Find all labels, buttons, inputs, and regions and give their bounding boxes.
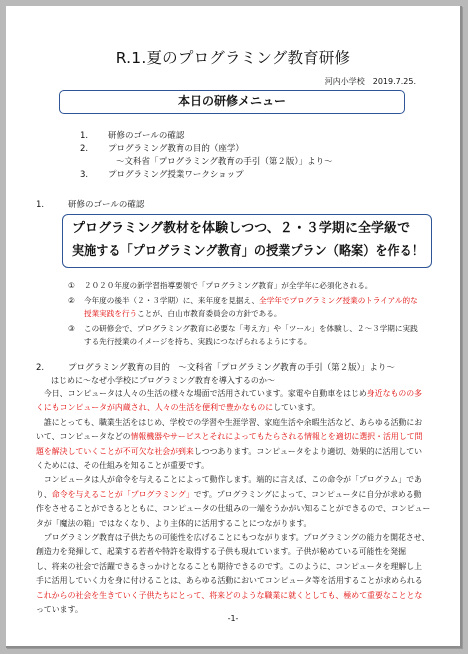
goal-list <box>68 279 418 348</box>
text-line: 作をさせることができるとともに、コンピュータの仕組みの一端をうかがい知ることができるので、コンピュー <box>36 504 431 514</box>
text-line: いて、コンピュータなどの情報機器やサービスとそれによってもたらされる情報とを適切に選択・活用して問 <box>36 432 423 442</box>
goal-box <box>62 214 432 268</box>
text-line: し、将来の社会で活躍できるきっかけとなることも期待できるのです。このように、コンピュータを理解し上 <box>36 561 423 571</box>
goal-line: 実施する「プログラミング教育」の授業プラン（略案）を作る！ <box>72 244 424 259</box>
list-item: ② 今年度の後半（２・３学期）に、来年度を見据え、全学年でプログラミング授業のトライアル的な 授業実践を行うことが、白山市教育委員会の方針である。 <box>68 296 418 318</box>
page-number: -1- <box>227 614 239 623</box>
text-line: 創造力を発揮して、起業する若者や特許を取得する子供も現れています。子供が秘めている可能性を発掘 <box>36 547 407 557</box>
agenda-item: 3. プログラミング授業ワークショップ <box>80 170 244 180</box>
body-paragraph <box>36 387 430 618</box>
text-line: 題を解決していくことが不可欠な社会が到来しつつあります。コンピュータをより適切、効果的に活用してい <box>36 446 423 456</box>
text-line: 今日、コンピュータは人々の生活の様々な場面で活用されています。家電や自動車をはじめ身近なものの多 <box>36 389 423 398</box>
text-line: 誰にとっても、職業生活をはじめ、学校での学習や生涯学習、家庭生活や余暇生活など、あらゆる活動にお <box>36 417 423 427</box>
text-line: くためには、その仕組みを知ることが重要です。 <box>36 461 209 471</box>
text-line: 手に活用していく力を身に付けることは、あらゆる活動においてコンピュータ等を活用することが求められる <box>36 576 423 586</box>
section-2-subheading: はじめに～なぜ小学校にプログラミング教育を導入するのか～ <box>51 376 275 385</box>
text-line: り、命令を与えることが「プログラミング」です。プログラミングによって、コンピュータに自分が求める動 <box>36 489 422 499</box>
text-line: くにもコンピュータが内蔵され、人々の生活を便利で豊かなものにしています。 <box>36 403 320 413</box>
text-line: これからの社会を生きていく子供たちにとって、将来どのような職業に就くとしても、極めて重要なこととな <box>36 590 423 600</box>
list-item: ③ この研修会で、プログラミング教育に必要な「考え方」や「ツール」を体験し、２～３学期に実践 する先行授業のイメージを持ち、実践につなげられるようにする。 <box>68 324 418 346</box>
list-item: ① ２０２０年度の新学習指導要領で「プログラミング教育」が全学年に必須化される。 <box>68 281 373 290</box>
text-line: タが「魔法の箱」ではなくなり、より主体的に活用することにつながります。 <box>36 518 312 528</box>
document-page <box>6 6 462 648</box>
menu-title-box <box>59 90 405 114</box>
agenda-item: 2. プログラミング教育の目的（座学） <box>80 144 244 154</box>
text-line: っています。 <box>36 605 83 615</box>
section-1-heading: 1. 研修のゴールの確認 <box>36 200 145 210</box>
text-line: プログラミング教育は子供たちの可能性を広げることにもつながります。プログラミングの能力を開花させ、 <box>36 533 430 543</box>
page-title: R.1.夏のプログラミング教育研修 <box>115 49 351 67</box>
menu-title: 本日の研修メニュー <box>177 94 286 108</box>
agenda-item-sub: ～文科省「プログラミング教育の手引（第２版）」より～ <box>116 157 333 167</box>
text-line: コンピュータは人が命令を与えることによって動作します。端的に言えば、この命令が「プログラム」であ <box>36 475 422 485</box>
goal-line: プログラミング教材を体験しつつ、２・３学期に全学級で <box>72 221 411 236</box>
section-2-heading: 2. プログラミング教育の目的 ～文科省「プログラミング教育の手引（第２版）」より～ <box>36 363 395 373</box>
school-and-date: 河内小学校 2019.7.25. <box>324 77 416 86</box>
agenda-item: 1. 研修のゴールの確認 <box>80 131 185 141</box>
